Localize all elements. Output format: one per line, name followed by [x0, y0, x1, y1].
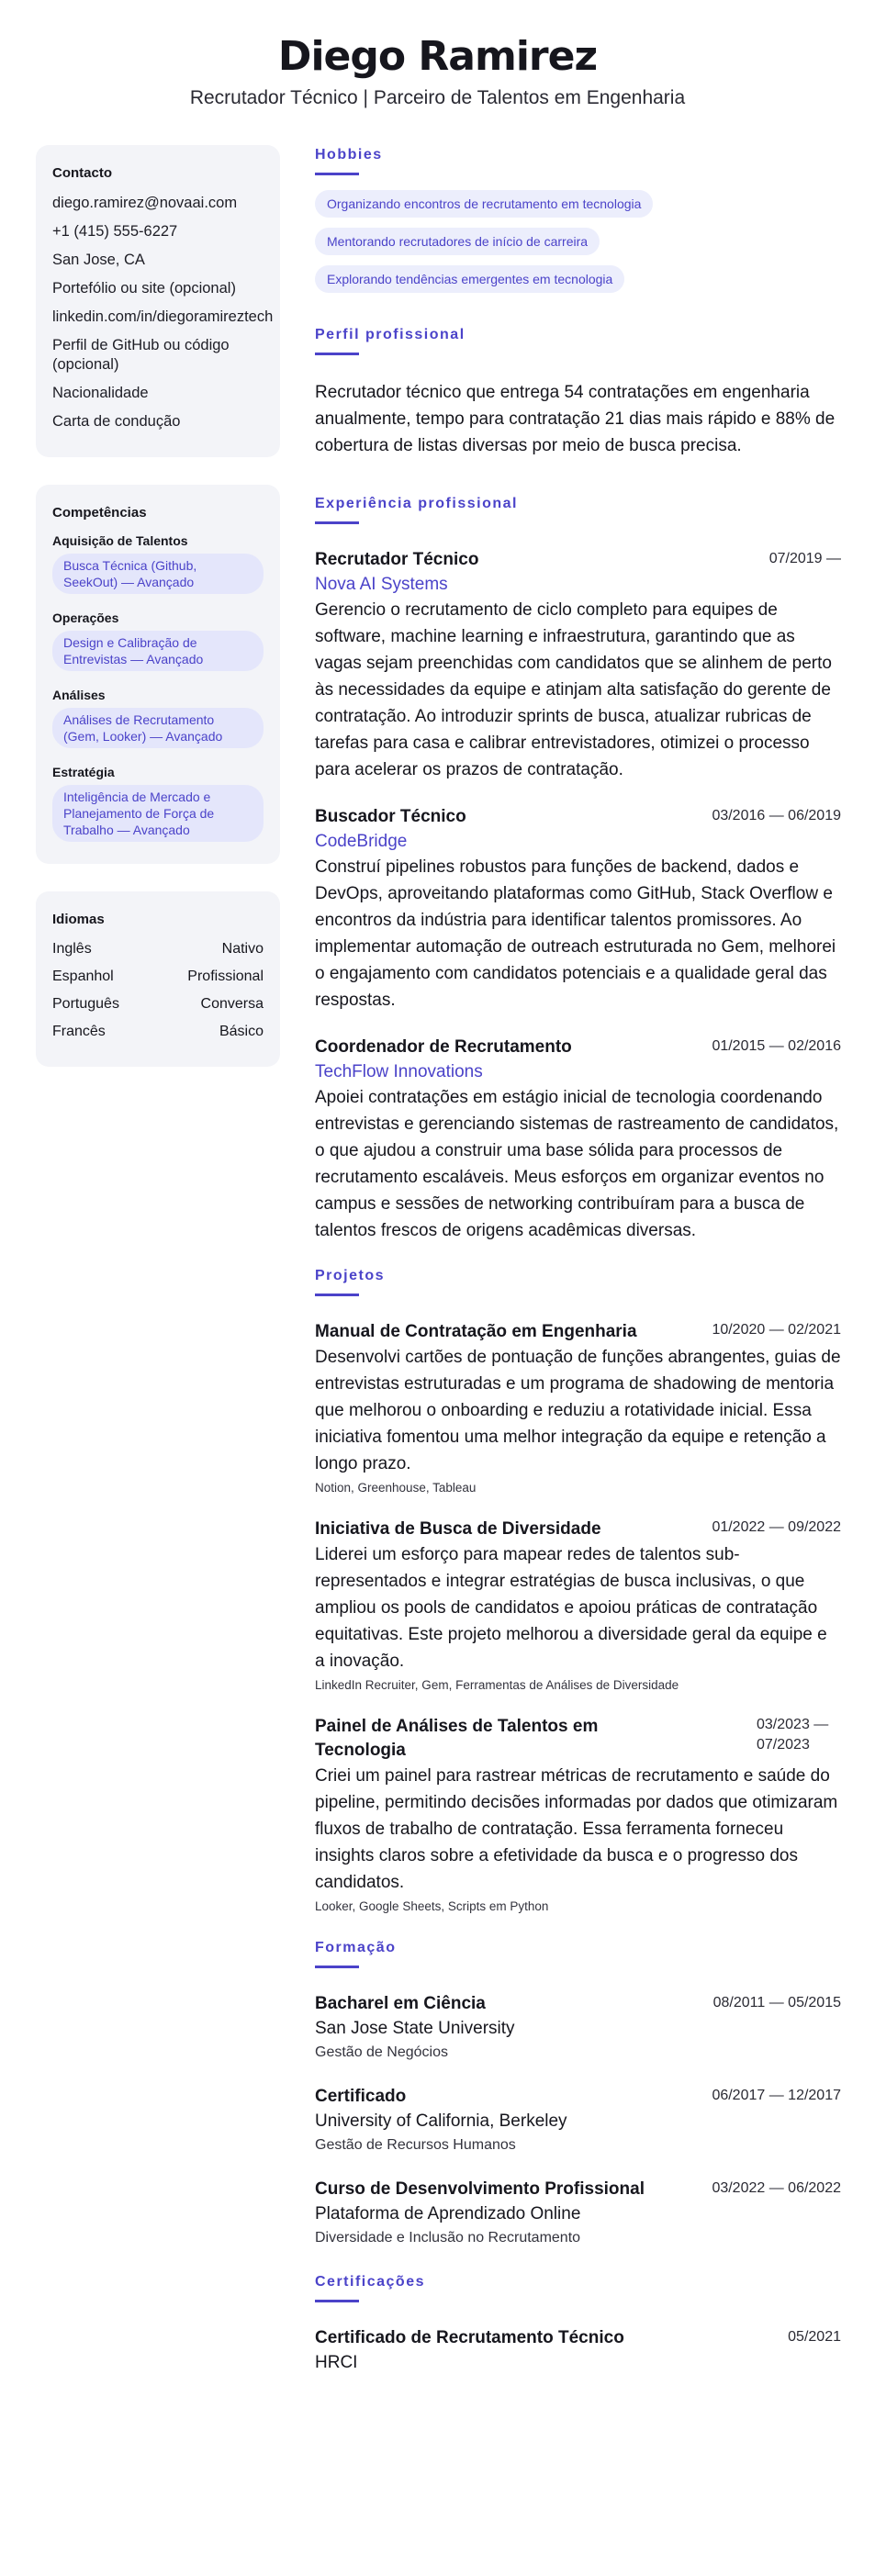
project-tools: LinkedIn Recruiter, Gem, Ferramentas de Análises de Diversidade [315, 1678, 679, 1692]
project-date: 03/2023 — 07/2023 [757, 1717, 829, 1753]
project-entry [315, 1320, 841, 1497]
language-name: Inglês [52, 941, 92, 957]
skill-pill: Inteligência de Mercado e Planejamento de Força de Trabalho — Avançado [52, 785, 264, 842]
section-underline [315, 1966, 359, 1968]
experience-title: Experiência profissional [315, 496, 518, 511]
candidate-name: Diego Ramirez [277, 33, 598, 80]
language-level: Nativo [221, 941, 264, 957]
language-row [52, 940, 264, 958]
language-name: Espanhol [52, 969, 114, 984]
job-description: Apoiei contratações em estágio inicial de tecnologia coordenando entrevistas e gerenciando sistemas de rastreamento de candidatos, o que ajudou a construir uma base sólida para processos de recrutamento escaláveis. Meus esforços em organizar eventos no campus e sessões de networking contribuíram para a busca de talentos frescos de origens acadêmicas diversas. [315, 1088, 839, 1240]
main-content [315, 145, 841, 2397]
job-company: TechFlow Innovations [315, 1062, 483, 1081]
language-name: Francês [52, 1024, 106, 1039]
job-date: 07/2019 — [768, 551, 841, 566]
education-section [315, 1938, 841, 2250]
resume-header [0, 0, 875, 110]
section-underline [315, 521, 359, 524]
hobby-chip: Mentorando recrutadores de início de carreira [315, 228, 600, 255]
profile-summary: Recrutador técnico que entrega 54 contratações em engenharia anualmente, tempo para contratação 21 dias mais rápido e 88% de cobertura de listas diversas por meio de busca precisa. [315, 383, 836, 455]
skill-category: Análises [52, 688, 106, 702]
certifications-title: Certificações [315, 2274, 425, 2290]
project-title: Manual de Contratação em Engenharia [315, 1322, 637, 1341]
skills-card [36, 485, 280, 864]
skills-title: Competências [52, 505, 147, 521]
certification-entry [315, 2326, 841, 2375]
project-entry [315, 1715, 841, 1916]
degree-title: Certificado [315, 2087, 407, 2106]
skill-pill: Design e Calibração de Entrevistas — Avançado [52, 631, 264, 671]
experience-entry [315, 805, 841, 1014]
degree-date: 06/2017 — 12/2017 [712, 2088, 841, 2103]
section-underline [315, 1294, 359, 1296]
hobbies-title: Hobbies [315, 147, 383, 162]
contact-linkedin[interactable]: linkedin.com/in/diegoramireztech [52, 308, 274, 325]
job-description: Construí pipelines robustos para funções de backend, dados e DevOps, aproveitando plataformas como GitHub, Stack Overflow e encontros da indústria para identificar talentos promissores. Ao implementar automação de outreach estruturada no Gem, melhorei o engajamento com candidatos potenciais e a qualidade geral das respostas. [315, 857, 836, 1010]
job-date: 03/2016 — 06/2019 [712, 808, 841, 823]
candidate-subtitle: Recrutador Técnico | Parceiro de Talentos em Engenharia [189, 87, 686, 108]
contact-license: Carta de condução [52, 413, 181, 430]
contact-location: San Jose, CA [52, 252, 145, 268]
education-entry [315, 2178, 841, 2250]
project-entry [315, 1518, 841, 1695]
language-row [52, 1023, 264, 1041]
language-row [52, 968, 264, 986]
project-tools: Notion, Greenhouse, Tableau [315, 1481, 477, 1495]
certifications-section [315, 2272, 841, 2375]
degree-title: Bacharel em Ciência [315, 1994, 486, 2013]
certification-issuer: HRCI [315, 2353, 358, 2372]
degree-title: Curso de Desenvolvimento Profissional [315, 2179, 645, 2199]
project-date: 01/2022 — 09/2022 [712, 1519, 841, 1535]
job-description: Gerencio o recrutamento de ciclo completo para equipes de software, machine learning e infraestrutura, garantindo que as vagas sejam preenchidas com candidatos que se alinhem de perto às necessidades da equipe e atinjam alta satisfação do gerente de contratação. Ao introduzir sprints de busca, atualizar rubricas de tarefas para casa e calibrar entrevistadores, otimizei o processo para acelerar os prazos de contratação. [315, 600, 832, 779]
language-level: Conversa [200, 996, 264, 1012]
skill-group [52, 765, 264, 842]
experience-entry [315, 548, 841, 783]
job-company: Nova AI Systems [315, 575, 448, 594]
language-level: Básico [219, 1024, 264, 1039]
skill-pill: Análises de Recrutamento (Gem, Looker) — Avançado [52, 708, 264, 748]
study-field: Gestão de Negócios [315, 2044, 448, 2060]
project-title: Painel de Análises de Talentos em Tecnologia [315, 1717, 599, 1760]
degree-date: 08/2011 — 05/2015 [712, 1995, 841, 2010]
education-title: Formação [315, 1940, 397, 1955]
section-underline [315, 353, 359, 355]
experience-entry [315, 1036, 841, 1244]
skill-group [52, 533, 264, 594]
project-description: Criei um painel para rastrear métricas de recrutamento e saúde do pipeline, permitindo decisões informadas por dados que otimizaram fluxos de trabalho de contratação. Essa ferramenta forneceu insights claros sobre a efetividade da busca e o progresso dos candidatos. [315, 1766, 838, 1892]
job-role: Coordenador de Recrutamento [315, 1037, 572, 1057]
school-name: Plataforma de Aprendizado Online [315, 2204, 581, 2223]
languages-card [36, 891, 280, 1067]
experience-section [315, 494, 841, 1244]
job-role: Recrutador Técnico [315, 550, 479, 569]
project-tools: Looker, Google Sheets, Scripts em Python [315, 1899, 549, 1913]
profile-title: Perfil profissional [315, 327, 466, 342]
job-company: CodeBridge [315, 832, 408, 851]
skill-category: Aquisição de Talentos [52, 533, 188, 548]
hobby-chip: Explorando tendências emergentes em tecnologia [315, 265, 624, 293]
projects-section [315, 1266, 841, 1916]
certification-title: Certificado de Recrutamento Técnico [315, 2328, 624, 2347]
contact-portfolio[interactable]: Portefólio ou site (opcional) [52, 280, 236, 297]
contact-nationality: Nacionalidade [52, 385, 149, 401]
certification-date: 05/2021 [788, 2329, 841, 2345]
project-title: Iniciativa de Busca de Diversidade [315, 1519, 601, 1539]
skill-category: Operações [52, 610, 119, 625]
hobby-chip: Organizando encontros de recrutamento em tecnologia [315, 190, 653, 218]
study-field: Diversidade e Inclusão no Recrutamento [315, 2230, 581, 2246]
project-description: Liderei um esforço para mapear redes de talentos sub-representados e integrar estratégias de busca inclusivas, o que ampliou os pools de candidatos e apoiou práticas de contratação equitativas. Este projeto melhorou a diversidade geral da equipe e a inovação. [315, 1545, 827, 1671]
skill-pill: Busca Técnica (Github, SeekOut) — Avançado [52, 554, 264, 594]
section-underline [315, 173, 359, 175]
section-underline [315, 2300, 359, 2302]
hobbies-section [315, 145, 841, 303]
skill-group [52, 610, 264, 671]
school-name: University of California, Berkeley [315, 2111, 567, 2131]
languages-title: Idiomas [52, 912, 105, 927]
language-name: Português [52, 996, 119, 1012]
contact-github[interactable]: Perfil de GitHub ou código (opcional) [52, 337, 230, 373]
language-level: Profissional [187, 969, 264, 984]
contact-phone[interactable]: +1 (415) 555-6227 [52, 223, 178, 240]
skill-category: Estratégia [52, 765, 115, 779]
education-entry [315, 1992, 841, 2065]
profile-section [315, 325, 841, 459]
school-name: San Jose State University [315, 2019, 515, 2038]
skill-group [52, 688, 264, 748]
language-row [52, 995, 264, 1014]
contact-card [36, 145, 280, 457]
study-field: Gestão de Recursos Humanos [315, 2137, 516, 2153]
degree-date: 03/2022 — 06/2022 [712, 2180, 841, 2196]
education-entry [315, 2085, 841, 2157]
projects-title: Projetos [315, 1268, 386, 1283]
contact-email[interactable]: diego.ramirez@novaai.com [52, 195, 238, 211]
sidebar [36, 145, 280, 1094]
project-date: 10/2020 — 02/2021 [712, 1322, 841, 1338]
job-date: 01/2015 — 02/2016 [712, 1038, 841, 1054]
contact-title: Contacto [52, 165, 112, 181]
job-role: Buscador Técnico [315, 807, 466, 826]
project-description: Desenvolvi cartões de pontuação de funções abrangentes, guias de entrevistas estruturadas e um programa de shadowing de mentoria que melhorou o onboarding e reduziu a rotatividade inicial. Essa iniciativa fomentou uma melhor integração da equipe e retenção a longo prazo. [315, 1348, 841, 1473]
